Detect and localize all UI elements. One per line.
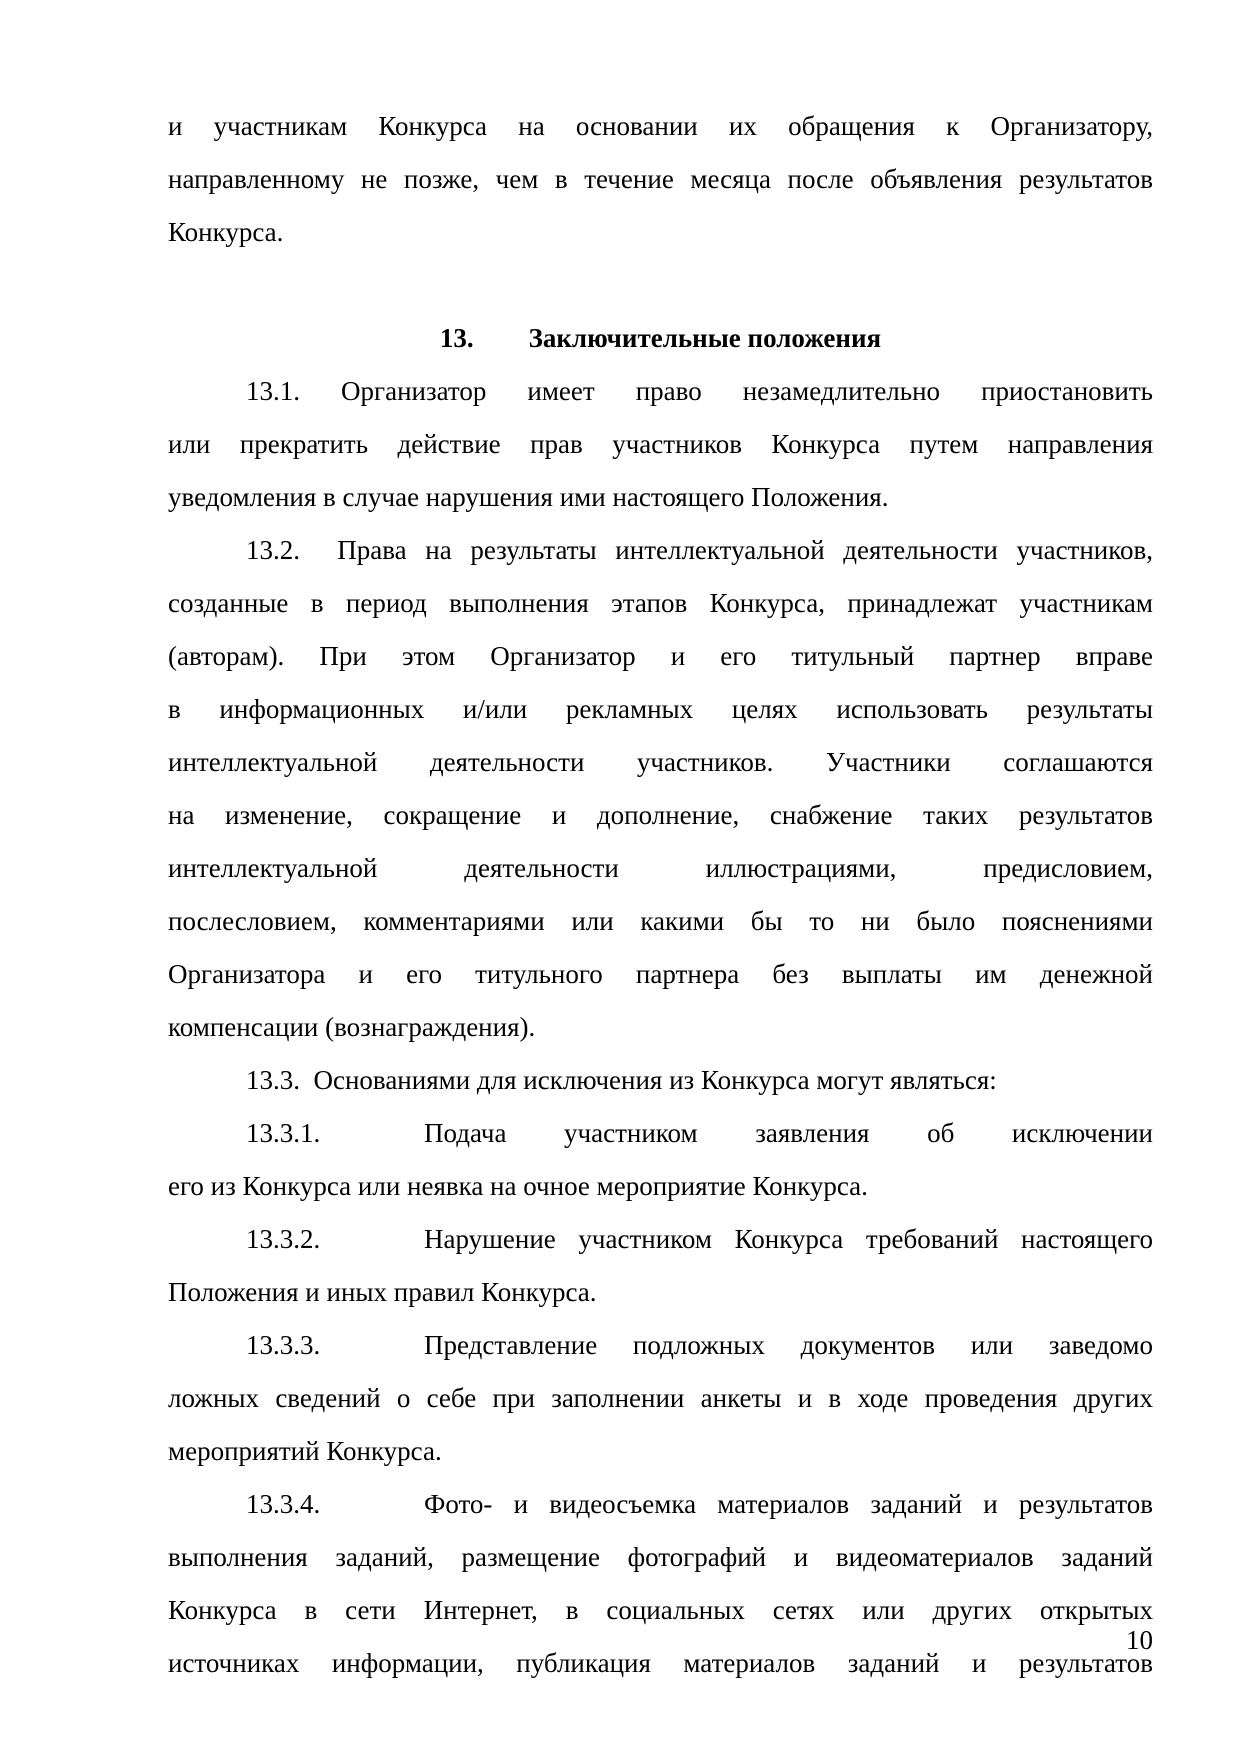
item-text: Нарушение участником Конкурса требований настоящего [424, 1224, 1153, 1254]
item-text: Представление подложных документов или заведомо [424, 1330, 1153, 1360]
text-line: Организатора и его титульного партнера без выплаты им денежной [168, 959, 1153, 989]
section-title: Заключительные положения [528, 323, 882, 353]
text-line: 13.1. Организатор имеет право незамедлительно приостановить [246, 376, 1153, 406]
document-body [168, 100, 1153, 1690]
item-text: Подача участником заявления об исключении [424, 1118, 1153, 1148]
blank-line [168, 259, 1153, 312]
text-line [168, 1478, 1153, 1531]
text-line: интеллектуальной деятельности иллюстрациями, предисловием, [168, 853, 1153, 883]
item-number: 13.3.3. [246, 1330, 321, 1360]
text-line: его из Конкурса или неявка на очное мероприятие Конкурса. [168, 1171, 868, 1201]
text-line: 13.3. Основаниями для исключения из Конкурса могут являться: [246, 1065, 997, 1095]
text-line: интеллектуальной деятельности участников. Участники соглашаются [168, 747, 1153, 777]
text-line: ложных сведений о себе при заполнении анкеты и в ходе проведения других [168, 1383, 1153, 1413]
text-line [168, 1213, 1153, 1266]
section-heading [168, 312, 1153, 365]
text-line: направленному не позже, чем в течение месяца после объявления результатов [168, 164, 1153, 194]
text-line: созданные в период выполнения этапов Конкурса, принадлежат участникам [168, 588, 1153, 618]
item-number: 13.3.1. [246, 1118, 321, 1148]
text-line: источниках информации, публикация материалов заданий и результатов [168, 1648, 1153, 1678]
text-line: и участникам Конкурса на основании их обращения к Организатору, [168, 111, 1153, 141]
page-number: 10 [1126, 1625, 1153, 1655]
text-line: Конкурса. [168, 217, 284, 247]
item-text: Фото- и видеосъемка материалов заданий и результатов [424, 1489, 1153, 1519]
text-line: мероприятий Конкурса. [168, 1436, 442, 1466]
text-line: Конкурса в сети Интернет, в социальных сетях или других открытых [168, 1595, 1153, 1625]
text-line [168, 1319, 1153, 1372]
text-line: выполнения заданий, размещение фотографий и видеоматериалов заданий [168, 1542, 1153, 1572]
text-line: в информационных и/или рекламных целях использовать результаты [168, 694, 1153, 724]
item-number: 13.3.4. [246, 1489, 321, 1519]
text-line: компенсации (вознаграждения). [168, 1012, 536, 1042]
item-number: 13.3.2. [246, 1224, 321, 1254]
text-line: 13.2. Права на результаты интеллектуальной деятельности участников, [246, 535, 1153, 565]
text-line: или прекратить действие прав участников Конкурса путем направления [168, 429, 1153, 459]
text-line: (авторам). При этом Организатор и его титульный партнер вправе [168, 641, 1153, 671]
text-line: уведомления в случае нарушения ими настоящего Положения. [168, 482, 889, 512]
text-line [168, 1107, 1153, 1160]
text-line: послесловием, комментариями или какими бы то ни было пояснениями [168, 906, 1153, 936]
text-line: Положения и иных правил Конкурса. [168, 1277, 597, 1307]
section-number: 13. [439, 323, 474, 353]
text-line: на изменение, сокращение и дополнение, снабжение таких результатов [168, 800, 1153, 830]
